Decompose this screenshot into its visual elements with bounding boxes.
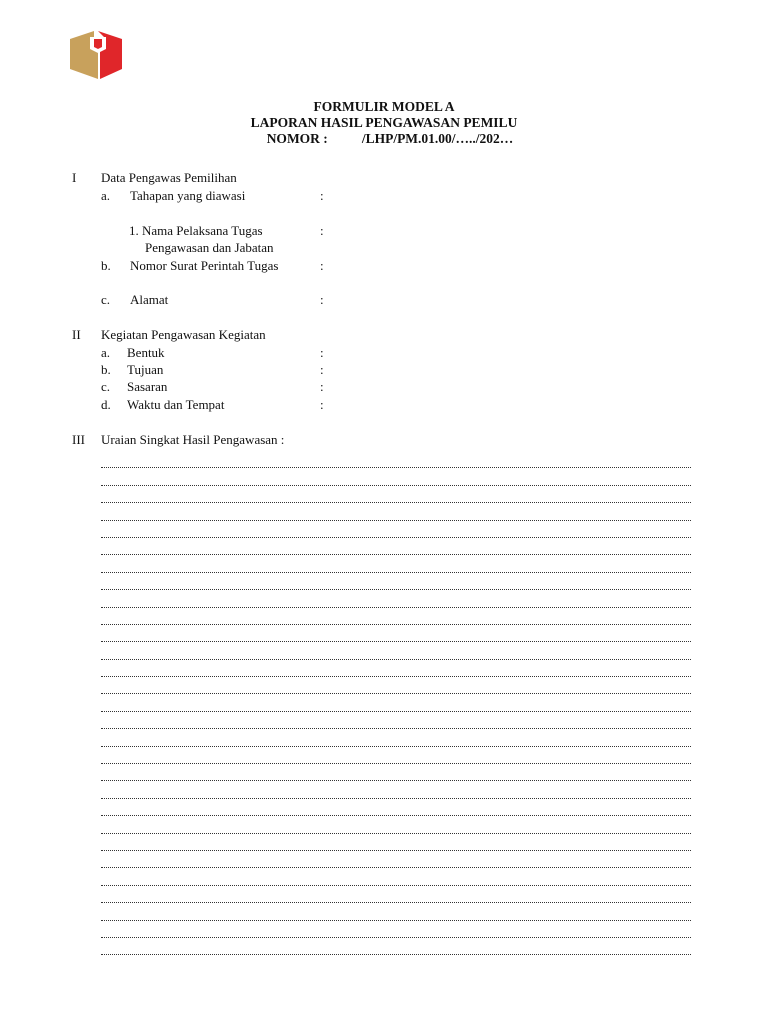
- bawaslu-ballot-box-icon: [68, 27, 124, 79]
- dotted-writing-line[interactable]: [101, 694, 691, 711]
- section1-b-marker: b.: [101, 258, 111, 273]
- section1-sub1-label-line1: 1. Nama Pelaksana Tugas: [129, 223, 263, 238]
- section3-numeral: III: [72, 432, 85, 447]
- dotted-writing-line[interactable]: [101, 834, 691, 851]
- section1-a-label: Tahapan yang diawasi: [130, 188, 246, 203]
- section1-a-colon: :: [320, 188, 324, 203]
- dotted-writing-line[interactable]: [101, 590, 691, 607]
- section1-c-marker: c.: [101, 292, 111, 307]
- section1-b-colon: :: [320, 258, 324, 273]
- form-title-block: [0, 99, 768, 147]
- dotted-writing-line[interactable]: [101, 503, 691, 520]
- section1-numeral: I: [72, 170, 77, 185]
- report-writing-area[interactable]: [101, 451, 691, 955]
- dotted-writing-line[interactable]: [101, 538, 691, 555]
- section1-c-colon: :: [320, 292, 324, 307]
- dotted-writing-line[interactable]: [101, 851, 691, 868]
- section1-a-marker: a.: [101, 188, 111, 203]
- dotted-writing-line[interactable]: [101, 625, 691, 642]
- dotted-writing-line[interactable]: [101, 677, 691, 694]
- dotted-writing-line[interactable]: [101, 781, 691, 798]
- section2-item-marker: b.: [101, 362, 111, 377]
- section2-item-marker: a.: [101, 345, 111, 360]
- form-number: [0, 131, 768, 147]
- dotted-writing-line[interactable]: [101, 521, 691, 538]
- section2-item-label: Tujuan: [127, 362, 164, 377]
- dotted-writing-line[interactable]: [101, 608, 691, 625]
- section2-item-colon: :: [320, 362, 324, 377]
- dotted-writing-line[interactable]: [101, 660, 691, 677]
- section1-heading: Data Pengawas Pemilihan: [101, 170, 237, 185]
- nomor-value: /LHP/PM.01.00/…../202…: [361, 131, 514, 146]
- dotted-writing-line[interactable]: [101, 486, 691, 503]
- section1-sub1-colon: :: [320, 223, 324, 238]
- dotted-writing-line[interactable]: [101, 816, 691, 833]
- dotted-writing-line[interactable]: [101, 938, 691, 955]
- dotted-writing-line[interactable]: [101, 799, 691, 816]
- section2-item-colon: :: [320, 397, 324, 412]
- section3-heading: Uraian Singkat Hasil Pengawasan :: [101, 432, 285, 447]
- dotted-writing-line[interactable]: [101, 468, 691, 485]
- dotted-writing-line[interactable]: [101, 921, 691, 938]
- section2-item-colon: :: [320, 379, 324, 394]
- dotted-writing-line[interactable]: [101, 451, 691, 468]
- section2-item-label: Waktu dan Tempat: [127, 397, 225, 412]
- dotted-writing-line[interactable]: [101, 642, 691, 659]
- form-subtitle: LAPORAN HASIL PENGAWASAN PEMILU: [250, 115, 518, 130]
- section2-item-label: Sasaran: [127, 379, 168, 394]
- dotted-writing-line[interactable]: [101, 903, 691, 920]
- dotted-writing-line[interactable]: [101, 573, 691, 590]
- section2-numeral: II: [72, 327, 81, 342]
- dotted-writing-line[interactable]: [101, 555, 691, 572]
- bawaslu-logo: [68, 27, 124, 79]
- dotted-writing-line[interactable]: [101, 729, 691, 746]
- section2-item-marker: c.: [101, 379, 111, 394]
- dotted-writing-line[interactable]: [101, 886, 691, 903]
- section2-item-label: Bentuk: [127, 345, 165, 360]
- dotted-writing-line[interactable]: [101, 747, 691, 764]
- section2-item-marker: d.: [101, 397, 111, 412]
- section1-c-label: Alamat: [130, 292, 169, 307]
- dotted-writing-line[interactable]: [101, 712, 691, 729]
- section1-sub1-label-line2: Pengawasan dan Jabatan: [145, 240, 274, 255]
- dotted-writing-line[interactable]: [101, 868, 691, 885]
- section2-item-colon: :: [320, 345, 324, 360]
- form-title: FORMULIR MODEL A: [313, 99, 455, 114]
- section1-b-label: Nomor Surat Perintah Tugas: [130, 258, 279, 273]
- logo-ballot: [94, 39, 102, 49]
- dotted-writing-line[interactable]: [101, 764, 691, 781]
- nomor-label: NOMOR :: [266, 131, 328, 146]
- section2-heading: Kegiatan Pengawasan Kegiatan: [101, 327, 266, 342]
